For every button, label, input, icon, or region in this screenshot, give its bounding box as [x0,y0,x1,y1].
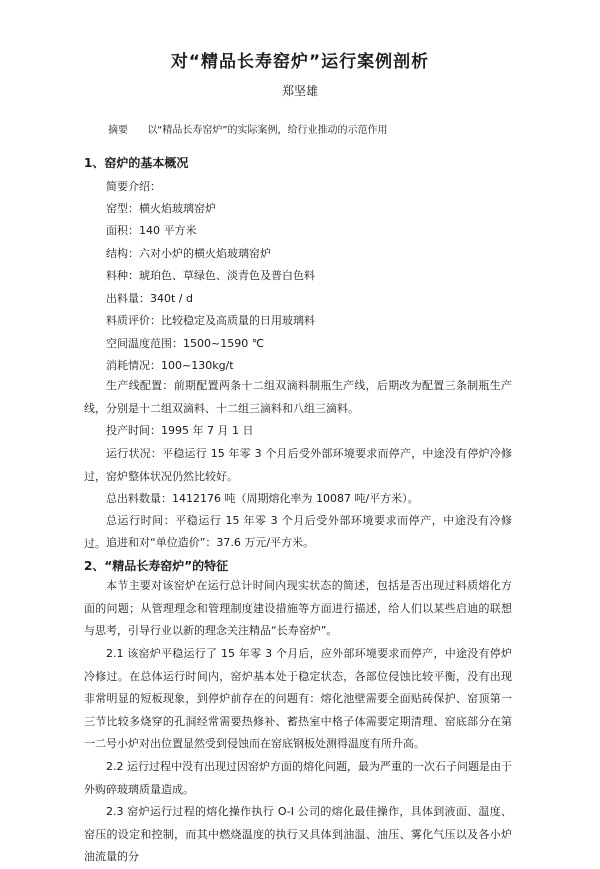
abstract-label: 摘要 [108,125,128,136]
overview-line: 简要介绍： [106,180,161,193]
feature-paragraph: 2.2 运行过程中没有出现过因窑炉方面的熔化问题，最为严重的一次石子问题是由于外购碎玻璃质量造成。 [84,760,512,796]
overview-line: 结构：六对小炉的横火焰玻璃窑炉 [106,247,271,260]
overview-paragraph: 投产时间：1995 年 7 月 1 日 [106,424,254,437]
overview-line: 面积：140 平方米 [106,224,197,237]
overview-line: 出料量：340t / d [106,292,193,305]
overview-paragraph: 总出料数量：1412176 吨（周期熔化率为 10087 吨/平方米）。 [106,492,419,505]
overview-line: 料种：琥珀色、草绿色、淡青色及普白色料 [106,269,315,282]
abstract [108,121,388,136]
feature-paragraph: 2.1 该窑炉平稳运行了 15 年零 3 个月后，应外部环境要求而停产，中途没有停炉冷修过。在总体运行时间内，窑炉基本处于稳定状态，各部位侵蚀比较平衡，没有出现非常明显的短板现象，到停炉前存在的问题有：熔化池壁需要全面贴砖保护、窑顶第一三节比较多烧穿的孔洞经常需要热修补、蓄热室中格子体需要定期清理、窑底部分在第一二号小炉对出位置显然受到侵蚀而在窑底钢板处测得温度有所升高。 [84,647,512,750]
section-1-heading: 1、窑炉的基本概况 [84,156,189,170]
feature-paragraph: 本节主要对该窑炉在运行总计时间内现实状态的简述，包括是否出现过料质熔化方面的问题；从管理理念和管理制度建设措施等方面进行描述，给人们以某些启迪的联想与思考，引导行业以新的理念关注精品“长寿窑炉”。 [84,579,512,637]
section-2-heading: 2、“精品长寿窑炉”的特征 [84,559,229,573]
overview-line: 料质评价：比较稳定及高质量的日用玻璃料 [106,314,315,327]
overview-line: 空间温度范围：1500~1590 ℃ [106,337,265,350]
overview-line: 窑型：横火焰玻璃窑炉 [106,202,216,215]
overview-paragraph: 总运行时间：平稳运行 15 年零 3 个月后受外部环境要求而停产，中途没有冷修过。 [84,514,512,550]
feature-paragraph: 2.3 窑炉运行过程的熔化操作执行 O-I 公司的熔化最佳操作，具体到液面、温度、窑压的设定和控制，而其中燃烧温度的执行又具体到油温、油压、雾化气压以及各小炉油流量的分 [84,805,512,863]
document-title: 对“精品长寿窑炉”运行案例剖析 [170,52,430,72]
overview-paragraph: 追进和对“单位造价”：37.6 万元/平方米。 [106,536,315,549]
overview-paragraph: 运行状况：平稳运行 15 年零 3 个月后受外部环境要求而停产，中途没有停炉冷修过，窑炉整体状况仍然比较好。 [84,447,512,483]
overview-line: 消耗情况：100~130kg/t [106,359,234,372]
abstract-text: 以“精品长寿窑炉”的实际案例，给行业推动的示范作用 [147,125,388,136]
author-name: 郑坚雄 [281,84,318,98]
overview-paragraph: 生产线配置：前期配置两条十二组双滴料制瓶生产线，后期改为配置三条制瓶生产线，分别是十二组双滴料、十二组三滴料和八组三滴料。 [84,379,512,415]
